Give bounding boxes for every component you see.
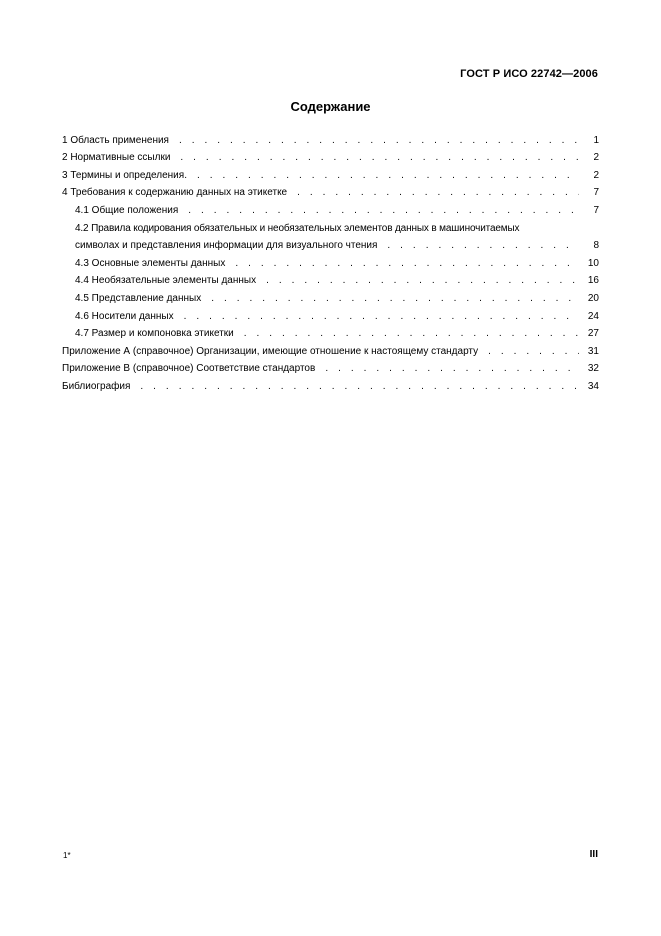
toc-entry-label: Приложение А (справочное) Организации, имеющие отношение к настоящему стандарту bbox=[62, 345, 479, 357]
toc-entry-label: символах и представления информации для визуального чтения bbox=[75, 240, 378, 252]
toc-entry-label: Библиография bbox=[62, 380, 131, 392]
toc-entry-label: 2 Нормативные ссылки bbox=[62, 152, 171, 164]
toc-leader-dots bbox=[325, 363, 579, 374]
toc-entry-page: 16 bbox=[587, 275, 599, 287]
toc-entry[interactable] bbox=[62, 374, 599, 392]
toc-entry[interactable] bbox=[62, 128, 599, 146]
toc-entry-page: 1 bbox=[593, 134, 599, 146]
toc-leader-dots bbox=[140, 381, 579, 392]
footer-page-number: III bbox=[589, 849, 598, 860]
toc-leader-dots bbox=[180, 152, 579, 163]
toc-leader-dots bbox=[244, 328, 579, 339]
toc-entry-page: 10 bbox=[587, 257, 599, 269]
toc-entry[interactable] bbox=[62, 146, 599, 164]
toc-entry-page: 27 bbox=[587, 328, 599, 340]
toc-subentry[interactable] bbox=[62, 234, 599, 252]
toc-leader-dots bbox=[197, 170, 579, 181]
toc-leader-dots bbox=[184, 311, 579, 322]
toc-entry-label: 4.4 Необязательные элементы данных bbox=[75, 275, 257, 287]
table-of-contents bbox=[62, 128, 599, 392]
toc-entry[interactable] bbox=[62, 181, 599, 199]
toc-entry-page: 31 bbox=[587, 345, 599, 357]
toc-leader-dots bbox=[179, 135, 579, 146]
toc-subentry[interactable] bbox=[62, 269, 599, 287]
toc-entry[interactable] bbox=[62, 357, 599, 375]
toc-subentry[interactable] bbox=[62, 322, 599, 340]
toc-entry-page: 2 bbox=[593, 152, 599, 164]
toc-subentry[interactable] bbox=[62, 286, 599, 304]
toc-entry-page: 7 bbox=[593, 187, 599, 199]
document-code: ГОСТ Р ИСО 22742—2006 bbox=[460, 68, 598, 80]
toc-entry-page: 34 bbox=[587, 380, 599, 392]
toc-subentry-line1[interactable] bbox=[62, 216, 599, 234]
toc-leader-dots bbox=[235, 258, 579, 269]
toc-entry-label: 3 Термины и определения. bbox=[62, 169, 187, 181]
toc-leader-dots bbox=[211, 293, 579, 304]
toc-entry-page: 7 bbox=[593, 204, 599, 216]
toc-entry[interactable] bbox=[62, 339, 599, 357]
toc-entry-page: 2 bbox=[593, 169, 599, 181]
toc-entry-page: 32 bbox=[587, 363, 599, 375]
toc-leader-dots bbox=[297, 187, 579, 198]
toc-entry-page: 20 bbox=[587, 292, 599, 304]
toc-entry-label: 4 Требования к содержанию данных на этикетке bbox=[62, 187, 288, 199]
toc-subentry[interactable] bbox=[62, 251, 599, 269]
toc-entry-label: 1 Область применения bbox=[62, 134, 169, 146]
toc-entry-label: 4.5 Представление данных bbox=[75, 292, 202, 304]
toc-entry-label: 4.3 Основные элементы данных bbox=[75, 257, 226, 269]
toc-entry-label: 4.1 Общие положения bbox=[75, 204, 179, 216]
toc-entry[interactable] bbox=[62, 163, 599, 181]
toc-entry-page: 8 bbox=[593, 240, 599, 252]
toc-leader-dots bbox=[266, 275, 579, 286]
toc-entry-label: Приложение В (справочное) Соответствие стандартов bbox=[62, 363, 316, 375]
footer-sheet-mark: 1* bbox=[63, 851, 71, 860]
toc-leader-dots bbox=[387, 240, 579, 251]
toc-leader-dots bbox=[188, 205, 579, 216]
toc-subentry[interactable] bbox=[62, 198, 599, 216]
toc-entry-label: 4.7 Размер и компоновка этикетки bbox=[75, 328, 234, 340]
toc-entry-page: 24 bbox=[587, 310, 599, 322]
toc-leader-dots bbox=[488, 346, 579, 357]
toc-entry-label: 4.2 Правила кодирования обязательных и необязательных элементов данных в машиночитаемых bbox=[75, 222, 520, 234]
toc-subentry[interactable] bbox=[62, 304, 599, 322]
toc-entry-label: 4.6 Носители данных bbox=[75, 310, 174, 322]
toc-title: Содержание bbox=[290, 99, 371, 114]
